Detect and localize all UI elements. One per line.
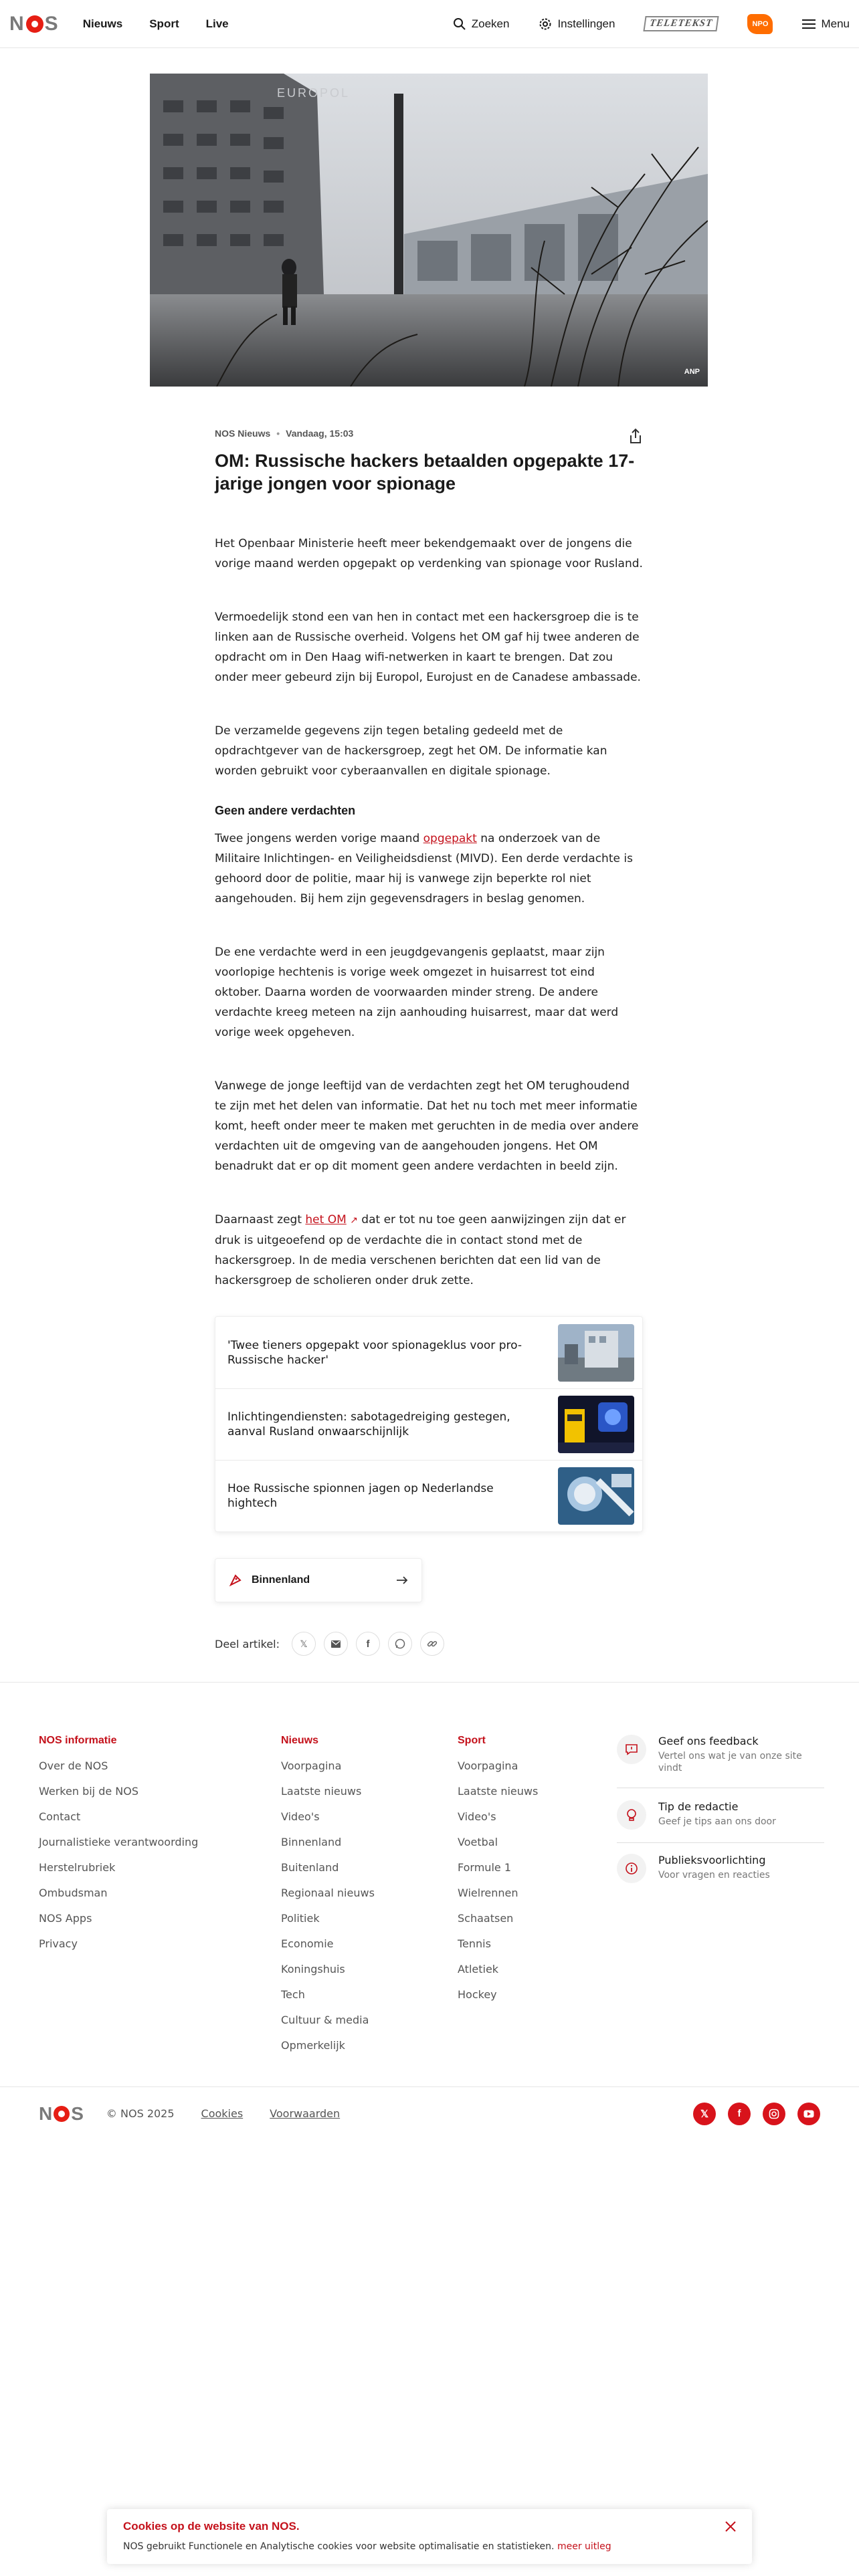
cookie-banner bbox=[107, 2509, 752, 2564]
footer-column-nieuws bbox=[281, 1735, 375, 2065]
related-thumbnail bbox=[558, 1324, 634, 1382]
svg-text:EUROPOL: EUROPOL bbox=[277, 86, 351, 100]
nav-sport[interactable]: Sport bbox=[149, 17, 179, 30]
feedback-subtitle: Vertel ons wat je van onze site vindt bbox=[658, 1751, 802, 1774]
related-article[interactable] bbox=[215, 1388, 642, 1460]
facebook-icon: f bbox=[366, 1638, 370, 1650]
article-paragraph: Vermoedelijk stond een van hen in contact met een hackersgroep die is te linken aan de Russische overheid. Volgens het OM gaf hij twee anderen de opdracht om in Den Haag wifi-netwerken in kaart te brengen. Dat zou onder meer gebeurd zijn bij Europol, Eurojust en de Canadese ambassade. bbox=[215, 611, 641, 684]
share-row bbox=[215, 1632, 452, 1656]
footer-link[interactable]: Werken bij de NOS bbox=[39, 1785, 139, 1798]
lightbulb-icon bbox=[617, 1800, 646, 1830]
footer-link[interactable]: Buitenland bbox=[281, 1861, 339, 1874]
footer-link[interactable]: Over de NOS bbox=[39, 1759, 108, 1772]
nav-nieuws[interactable]: Nieuws bbox=[82, 17, 123, 30]
footer-link[interactable]: Atletiek bbox=[458, 1963, 499, 1975]
cookie-title: Cookies op de website van NOS. bbox=[123, 2520, 300, 2533]
footer-link[interactable]: Laatste nieuws bbox=[281, 1785, 362, 1798]
footer-heading: NOS informatie bbox=[39, 1735, 117, 1746]
footer-link[interactable]: Contact bbox=[39, 1810, 81, 1823]
meta-separator: • bbox=[276, 428, 280, 439]
x-social-icon[interactable]: 𝕏 bbox=[693, 2103, 716, 2125]
npo-logo[interactable]: NPO bbox=[747, 14, 773, 34]
footer-column-sport bbox=[458, 1735, 538, 2014]
related-title: Hoe Russische spionnen jagen op Nederlandse hightech bbox=[227, 1482, 494, 1510]
copy-link-button[interactable] bbox=[420, 1632, 444, 1656]
nos-logo[interactable]: N S bbox=[9, 12, 59, 35]
search-label: Zoeken bbox=[471, 17, 510, 30]
article-meta bbox=[215, 428, 643, 439]
feedback-title: Geef ons feedback bbox=[658, 1735, 759, 1747]
hamburger-icon bbox=[802, 19, 816, 29]
arrow-right-icon bbox=[396, 1576, 408, 1585]
related-article[interactable] bbox=[215, 1317, 642, 1388]
youtube-social-icon[interactable] bbox=[797, 2103, 820, 2125]
footer-link[interactable]: Video's bbox=[458, 1810, 496, 1823]
related-thumbnail bbox=[558, 1396, 634, 1453]
cookies-link[interactable]: Cookies bbox=[201, 2107, 244, 2120]
share-icon bbox=[628, 428, 643, 444]
footer-link[interactable]: Herstelrubriek bbox=[39, 1861, 116, 1874]
article-paragraph bbox=[215, 1210, 643, 1291]
publieksvoorlichting-link[interactable] bbox=[617, 1854, 824, 1897]
menu-button[interactable] bbox=[802, 17, 850, 31]
related-article[interactable] bbox=[215, 1460, 642, 1531]
related-title: Inlichtingendiensten: sabotagedreiging gestegen, aanval Rusland onwaarschijnlijk bbox=[227, 1410, 510, 1438]
settings-label: Instellingen bbox=[557, 17, 615, 30]
footer-link[interactable]: Regionaal nieuws bbox=[281, 1887, 375, 1899]
related-title: 'Twee tieners opgepakt voor spionageklus voor pro-Russische hacker' bbox=[227, 1338, 522, 1367]
article-subheading: Geen andere verdachten bbox=[215, 804, 356, 817]
footer-link[interactable]: Voorpagina bbox=[281, 1759, 342, 1772]
mail-icon bbox=[331, 1640, 341, 1648]
article-source: NOS Nieuws bbox=[215, 428, 271, 439]
footer-link[interactable]: Binnenland bbox=[281, 1836, 342, 1848]
category-link[interactable] bbox=[215, 1558, 422, 1602]
category-label: Binnenland bbox=[252, 1574, 310, 1586]
chat-icon bbox=[617, 1735, 646, 1764]
footer-link[interactable]: NOS Apps bbox=[39, 1912, 92, 1925]
footer-link[interactable]: Formule 1 bbox=[458, 1861, 511, 1874]
search-button[interactable] bbox=[453, 17, 510, 31]
facebook-social-icon[interactable]: f bbox=[728, 2103, 751, 2125]
teletekst-logo[interactable]: TELETEKST bbox=[644, 16, 719, 31]
footer-heading: Nieuws bbox=[281, 1735, 319, 1746]
footer-link[interactable]: Video's bbox=[281, 1810, 320, 1823]
feedback-title: Tip de redactie bbox=[658, 1800, 739, 1813]
footer-link[interactable]: Schaatsen bbox=[458, 1912, 514, 1925]
hero-image bbox=[150, 74, 708, 387]
cookie-more-link[interactable]: meer uitleg bbox=[557, 2541, 611, 2552]
paragraph-text: dat er tot nu toe geen aanwijzingen zijn dat er druk is uitgeoefend op de verdachte die in contact stond met de hackersgroep. In de media verschenen berichten dat een lid van de hackersgroep de scholieren onder druk zette. bbox=[215, 1213, 626, 1287]
footer-nos-logo[interactable]: N S bbox=[39, 2103, 84, 2124]
article-paragraph bbox=[215, 829, 643, 909]
hero-photo bbox=[150, 74, 708, 387]
paragraph-text: na onderzoek van de Militaire Inlichtingen- en Veiligheidsdienst (MIVD). Een derde verdachte is gehoord door de politie, maar hij is vanwege zijn beperkte rol niet aangehouden. Bij hem zijn gegevensdragers in beslag genomen. bbox=[215, 832, 633, 905]
footer-bottom-bar bbox=[0, 2086, 859, 2140]
cookie-close-button[interactable] bbox=[724, 2520, 737, 2536]
footer-link[interactable]: Journalistieke verantwoording bbox=[39, 1836, 199, 1848]
menu-label: Menu bbox=[821, 17, 850, 30]
settings-button[interactable] bbox=[539, 17, 615, 31]
share-facebook-button[interactable] bbox=[356, 1632, 380, 1656]
voorwaarden-link[interactable]: Voorwaarden bbox=[270, 2107, 341, 2120]
footer-link[interactable]: Wielrennen bbox=[458, 1887, 518, 1899]
article-time: Vandaag, 15:03 bbox=[286, 428, 354, 439]
nav-live[interactable]: Live bbox=[205, 17, 229, 30]
instagram-social-icon[interactable] bbox=[763, 2103, 785, 2125]
footer-link[interactable]: Politiek bbox=[281, 1912, 320, 1925]
feedback-link[interactable] bbox=[617, 1735, 824, 1788]
paragraph-text: Daarnaast zegt bbox=[215, 1213, 306, 1226]
whatsapp-icon bbox=[395, 1638, 405, 1649]
paragraph-text: Twee jongens werden vorige maand bbox=[215, 832, 423, 845]
photo-credit: ANP bbox=[684, 368, 700, 376]
search-icon bbox=[453, 17, 466, 31]
article-title: OM: Russische hackers betaalden opgepakte 17-jarige jongen voor spionage bbox=[215, 451, 635, 494]
footer-link[interactable]: Opmerkelijk bbox=[281, 2039, 345, 2052]
footer-link[interactable]: Voorpagina bbox=[458, 1759, 518, 1772]
gear-icon bbox=[539, 17, 552, 31]
cookie-text bbox=[123, 2541, 736, 2552]
footer-link[interactable]: Privacy bbox=[39, 1937, 78, 1950]
tip-link[interactable] bbox=[617, 1800, 824, 1843]
info-icon bbox=[617, 1854, 646, 1883]
copyright: © NOS 2025 bbox=[106, 2107, 175, 2120]
footer-link[interactable]: Ombudsman bbox=[39, 1887, 108, 1899]
close-icon bbox=[724, 2520, 737, 2533]
footer-link[interactable]: Voetbal bbox=[458, 1836, 498, 1848]
footer-link[interactable]: Hockey bbox=[458, 1988, 497, 2001]
related-articles bbox=[215, 1316, 643, 1532]
site-footer bbox=[0, 1682, 859, 2140]
article-paragraph: Het Openbaar Ministerie heeft meer bekendgemaakt over de jongens die vorige maand werden opgepakt op verdenking van spionage voor Rusland. bbox=[215, 537, 643, 570]
footer-column-nos-informatie bbox=[39, 1735, 198, 1963]
footer-link[interactable]: Laatste nieuws bbox=[458, 1785, 539, 1798]
opgepakt-link[interactable]: opgepakt bbox=[423, 832, 477, 845]
share-button[interactable] bbox=[628, 428, 643, 447]
share-whatsapp-button[interactable] bbox=[388, 1632, 412, 1656]
share-x-button[interactable] bbox=[292, 1632, 316, 1656]
footer-heading: Sport bbox=[458, 1735, 486, 1746]
tag-icon bbox=[229, 1574, 242, 1587]
related-thumbnail bbox=[558, 1467, 634, 1525]
article bbox=[215, 428, 643, 1291]
feedback-title: Publieksvoorlichting bbox=[658, 1854, 766, 1866]
x-icon: 𝕏 bbox=[300, 1638, 308, 1649]
link-icon bbox=[427, 1638, 438, 1649]
article-paragraph: De verzamelde gegevens zijn tegen betaling gedeeld met de opdrachtgever van de hackersgroep, zegt het OM. De informatie kan worden gebruikt voor cyberaanvallen en digitale spionage. bbox=[215, 724, 607, 778]
article-paragraph: De ene verdachte werd in een jeugdgevangenis geplaatst, maar zijn voorlopige hechtenis is vorige week omgezet in huisarrest tot eind oktober. Daarna worden de voorwaarden minder streng. De andere verdachte kreeg meteen na zijn aanhouding huisarrest, maar dat werd vorige week opgeheven. bbox=[215, 946, 619, 1039]
feedback-subtitle: Voor vragen en reacties bbox=[658, 1870, 770, 1881]
external-link-icon: ↗ bbox=[350, 1215, 358, 1226]
footer-link[interactable]: Cultuur & media bbox=[281, 2014, 369, 2026]
share-label: Deel artikel: bbox=[215, 1637, 280, 1650]
footer-link[interactable]: Tech bbox=[281, 1988, 305, 2001]
site-header bbox=[0, 0, 859, 48]
share-email-button[interactable] bbox=[324, 1632, 348, 1656]
footer-link[interactable]: Tennis bbox=[458, 1937, 491, 1950]
cookie-body: NOS gebruikt Functionele en Analytische cookies voor website optimalisatie en statistieken. bbox=[123, 2541, 555, 2552]
het-om-link[interactable]: het OM bbox=[305, 1213, 347, 1226]
footer-link[interactable]: Koningshuis bbox=[281, 1963, 345, 1975]
feedback-subtitle: Geef je tips aan ons door bbox=[658, 1816, 776, 1827]
social-links bbox=[681, 2103, 820, 2125]
article-paragraph: Vanwege de jonge leeftijd van de verdachten zegt het OM terughoudend te zijn met het delen van informatie. Dat het nu toch met meer informatie komt, heeft onder meer te maken met geruchten in de media over andere verdachten uit de omgeving van de aangehouden jongens. Het OM benadrukt dat er op dit moment geen andere verdachten in beeld zijn. bbox=[215, 1079, 639, 1173]
footer-link[interactable]: Economie bbox=[281, 1937, 334, 1950]
